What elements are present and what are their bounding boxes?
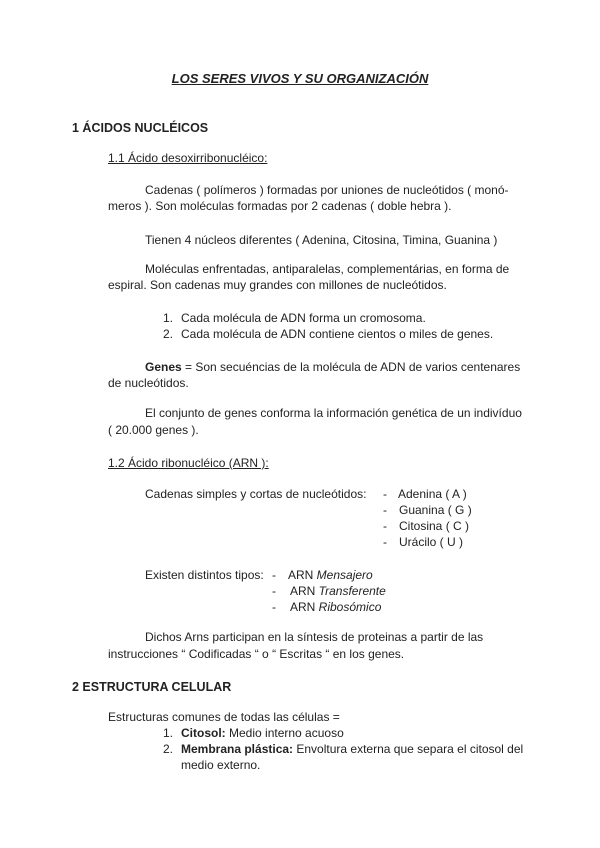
list-item: Cada molécula de ADN forma un cromosoma. <box>181 311 426 325</box>
base-item: Adenina ( A ) <box>398 487 467 501</box>
arn-type <box>290 584 386 598</box>
paragraph-line: Moléculas enfrentadas, antiparalelas, complementárias, en forma de <box>145 262 510 276</box>
dash: - <box>383 487 387 501</box>
dash: - <box>383 503 387 517</box>
paragraph-line: = Son secuéncias de la molécula de ADN de varios centenares <box>181 360 521 374</box>
list-number: 1. <box>163 311 174 325</box>
dash: - <box>272 600 276 614</box>
arn-type <box>290 600 381 614</box>
list-number: 1. <box>163 726 174 740</box>
genes-term: Genes <box>145 360 182 374</box>
dash: - <box>383 535 387 549</box>
list-item <box>181 742 523 756</box>
arn-type-name: Mensajero <box>316 568 373 582</box>
genes-definition <box>145 360 520 374</box>
dash: - <box>383 519 387 533</box>
cadenas-label: Cadenas simples y cortas de nucleótidos: <box>145 487 367 501</box>
list-number: 2. <box>163 742 174 756</box>
section-heading-1: 1 ÁCIDOS NUCLÉICOS <box>72 121 209 135</box>
document-title: LOS SERES VIVOS Y SU ORGANIZACIÓN <box>171 71 429 86</box>
base-item: Citosina ( C ) <box>399 519 470 533</box>
paragraph-line: de nucleótidos. <box>108 376 189 390</box>
arn-type <box>288 568 373 582</box>
paragraph-line: ( 20.000 genes ). <box>108 423 199 437</box>
arn-prefix: ARN <box>290 584 319 598</box>
term: Membrana plástica: <box>181 742 294 756</box>
arn-prefix: ARN <box>290 600 319 614</box>
dash: - <box>272 584 276 598</box>
base-item: Urácilo ( U ) <box>399 535 464 549</box>
arn-prefix: ARN <box>288 568 317 582</box>
arn-type-name: Ribosómico <box>318 600 382 614</box>
paragraph-line: instrucciones “ Codificadas “ o “ Escritas “ en los genes. <box>108 647 405 661</box>
tipos-label: Existen distintos tipos: <box>145 568 264 582</box>
paragraph-line: espiral. Son cadenas muy grandes con millones de nucleótidos. <box>108 278 447 292</box>
paragraph-line: Tienen 4 núcleos diferentes ( Adenina, Citosina, Timina, Guanina ) <box>145 233 498 247</box>
list-number: 2. <box>163 327 174 341</box>
arn-type-name: Transferente <box>318 584 386 598</box>
paragraph-line: El conjunto de genes conforma la información genética de un indivíduo <box>145 406 522 420</box>
list-item <box>181 726 344 740</box>
list-item: Cada molécula de ADN contiene cientos o miles de genes. <box>181 327 494 341</box>
section-heading-2: 2 ESTRUCTURA CELULAR <box>72 680 232 694</box>
definition: Medio interno acuoso <box>225 726 344 740</box>
paragraph-line: Dichos Arns participan en la síntesis de proteinas a partir de las <box>145 630 484 644</box>
definition: Envoltura externa que separa el citosol del <box>293 742 524 756</box>
base-item: Guanina ( G ) <box>399 503 472 517</box>
paragraph-line: medio externo. <box>181 758 261 772</box>
paragraph-line: Estructuras comunes de todas las células = <box>108 710 340 724</box>
dash: - <box>272 568 276 582</box>
paragraph-line: meros ). Son moléculas formadas por 2 cadenas ( doble hebra ). <box>108 199 452 213</box>
subheading-arn: 1.2 Ácido ribonucléico (ARN ): <box>108 456 269 470</box>
term: Citosol: <box>181 726 226 740</box>
subheading-adn: 1.1 Ácido desoxirribonucléico: <box>108 151 268 165</box>
paragraph-line: Cadenas ( polímeros ) formadas por uniones de nucleótidos ( monó- <box>145 183 509 197</box>
